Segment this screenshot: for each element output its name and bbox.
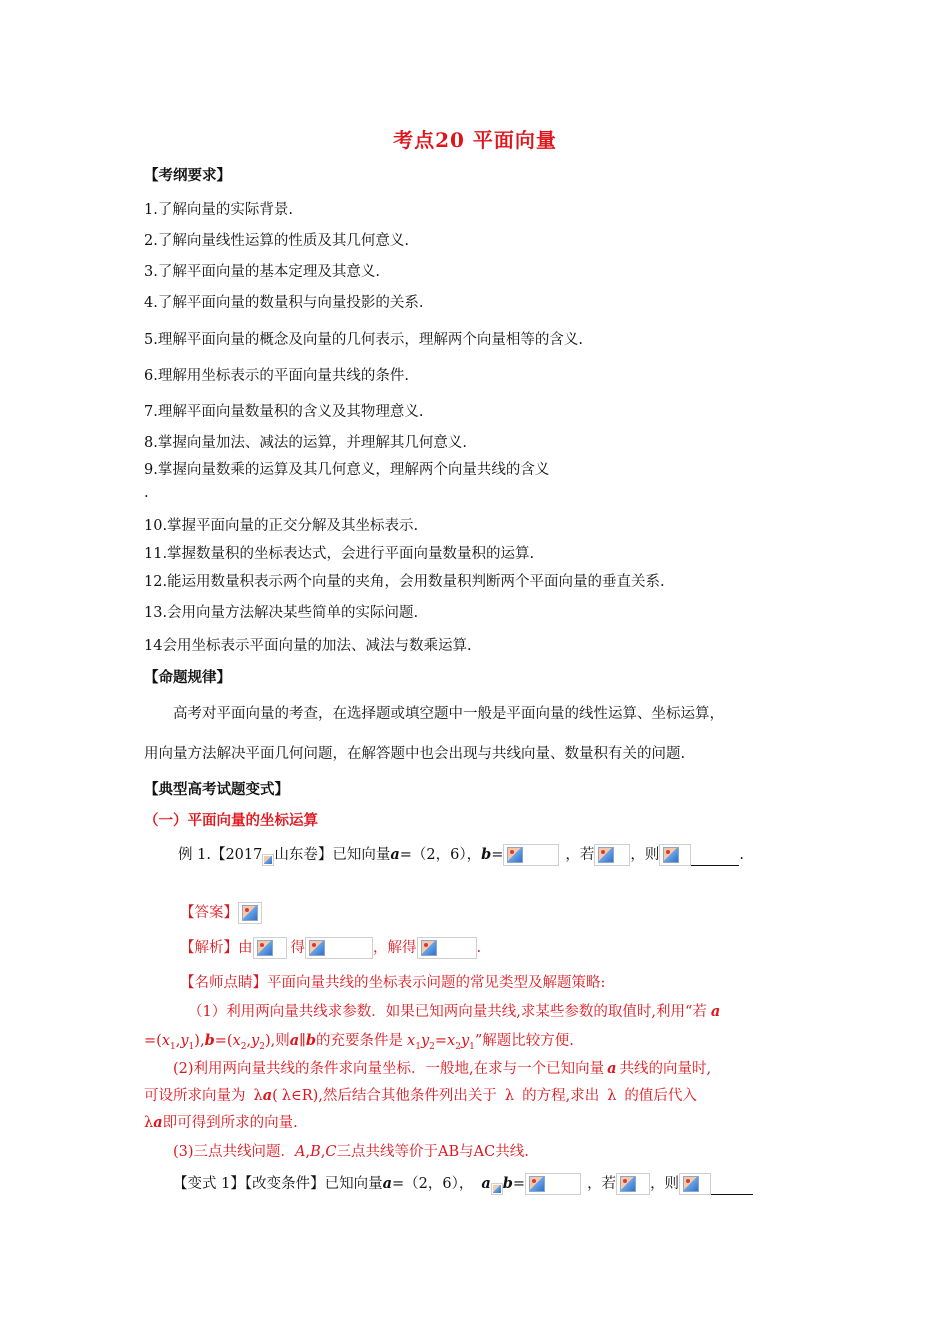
lambda: λ (607, 1088, 617, 1104)
if-text: ，若 (565, 847, 595, 863)
requirement-item: 3.了解平面向量的基本定理及其意义. (144, 264, 380, 280)
period: . (476, 940, 482, 956)
tips-text: 的充要条件是 (316, 1033, 404, 1049)
formula-image-icon (253, 937, 287, 959)
pattern-line-1: 高考对平面向量的考查，在选择题或填空题中一般是平面向量的线性运算、坐标运算， (173, 706, 724, 722)
tips-p1-line-2 (144, 1029, 574, 1052)
tips-text: 即可得到所求的向量. (162, 1115, 298, 1131)
analysis-solve: ，解得 (373, 940, 417, 956)
requirement-item: 7.理解平面向量数量积的含义及其物理意义. (144, 404, 424, 420)
example-1-source: 山东卷】已知向量 (274, 847, 391, 863)
sub-1: 1 (188, 1041, 195, 1052)
image-placeholder-icon (262, 854, 274, 866)
tips-text: 的值后代入 (624, 1088, 697, 1104)
sub-1: 1 (170, 1041, 176, 1052)
vector-b: b (502, 1175, 513, 1192)
requirement-item: 8.掌握向量加法、减法的运算，并理解其几何意义. (144, 435, 467, 451)
sub-2: 2 (455, 1041, 461, 1052)
tips-text: ( (272, 1088, 278, 1104)
vector-b: b (481, 846, 492, 863)
var-x1: x (161, 1033, 170, 1049)
requirement-item: 11.掌握数量积的坐标表达式，会进行平面向量数量积的运算. (144, 546, 535, 562)
vector-a: a (481, 1175, 491, 1192)
formula-image-icon (503, 844, 559, 866)
lambda: λ (281, 1088, 291, 1104)
point-b: B (310, 1144, 321, 1160)
comma: , (305, 1144, 311, 1160)
requirement-item: 1.了解向量的实际背景. (144, 202, 293, 218)
vector-a: a (710, 1003, 721, 1020)
then-text: ，则 (630, 847, 660, 863)
point-a: A (295, 1144, 306, 1160)
tips-p3 (173, 1140, 529, 1161)
requirement-item: 4.了解平面向量的数量积与向量投影的关系. (144, 295, 424, 311)
answer-row (180, 901, 262, 924)
tips-text: ), (194, 1033, 205, 1049)
comma: , (320, 1144, 326, 1160)
requirement-item: 10.掌握平面向量的正交分解及其坐标表示. (144, 518, 419, 534)
var-y2: y (251, 1033, 260, 1049)
tips-text: ∈R),然后结合其他条件列出关于 (290, 1088, 497, 1104)
requirement-item: 13.会用向量方法解决某些简单的实际问题. (144, 605, 419, 621)
example-1 (178, 843, 744, 866)
answer-blank (711, 1178, 753, 1195)
tips-text: ),则 (264, 1033, 290, 1049)
if-text: ，若 (587, 1176, 617, 1192)
vector-b: b (305, 1032, 317, 1049)
formula-image-icon (525, 1173, 581, 1195)
tips-text: (3)三点共线问题． (173, 1144, 296, 1160)
parallel-symbol: ∥ (299, 1033, 306, 1049)
tips-label: 【名师点睛】平面向量共线的坐标表示问题的常见类型及解题策略: (180, 975, 606, 991)
vector-a: a (607, 1060, 617, 1077)
vector-a: a (289, 1032, 300, 1049)
tips-p2-line-3 (144, 1111, 298, 1132)
var-y: y (460, 1033, 470, 1049)
analysis-row (180, 936, 481, 959)
formula-image-icon (679, 1173, 711, 1195)
formula-image-icon (616, 1173, 650, 1195)
lambda: λ (253, 1088, 263, 1104)
var-y: y (420, 1033, 430, 1049)
requirement-item: 12.能运用数量积表示两个向量的夹角，会用数量积判断两个平面向量的垂直关系. (144, 574, 665, 590)
equals: = (434, 1033, 448, 1049)
tips-text: 共线的向量时, (619, 1061, 712, 1077)
syllabus-heading: 【考纲要求】 (144, 167, 231, 184)
tips-text: 三点共线等价于AB与AC共线. (336, 1144, 529, 1160)
pattern-heading: 【命题规律】 (144, 669, 231, 686)
var-x: x (407, 1033, 416, 1049)
eq-a: =（2，6）， (399, 847, 482, 863)
tips-text: （1）利用两向量共线求参数．如果已知两向量共线,求某些参数的取值时,利用“若 (188, 1004, 707, 1020)
vector-a: a (262, 1087, 273, 1104)
formula-image-icon (238, 902, 262, 924)
formula-image-icon (305, 937, 373, 959)
tips-p2-line-2 (144, 1084, 697, 1105)
requirement-item: 14会用坐标表示平面向量的加法、减法与数乘运算. (144, 638, 472, 654)
sub-2: 2 (429, 1041, 435, 1052)
vector-a: a (382, 1175, 392, 1192)
tips-text: (2)利用两向量共线的条件求向量坐标．一般地,在求与一个已知向量 (173, 1061, 605, 1077)
analysis-label: 【解析】由 (180, 940, 253, 956)
period: . (739, 847, 745, 863)
requirement-item: 5.理解平面向量的概念及向量的几何表示，理解两个向量相等的含义. (144, 332, 583, 348)
lambda: λ (144, 1115, 154, 1131)
example-1-prefix: 例 1.【2017 (178, 847, 263, 863)
analysis-get: 得 (290, 940, 305, 956)
tips-text: =( (214, 1033, 233, 1049)
vector-b: b (204, 1032, 215, 1049)
comma: , (246, 1033, 252, 1049)
tips-text: 的方程,求出 (522, 1088, 600, 1104)
comma: , (175, 1033, 181, 1049)
tips-text: =( (144, 1033, 162, 1049)
eq-a: =（2，6）， (392, 1176, 474, 1192)
requirement-item: 9.掌握向量数乘的运算及其几何意义，理解两个向量共线的含义 (144, 462, 550, 478)
sub-1: 1 (469, 1041, 475, 1052)
sub-1: 1 (415, 1041, 421, 1052)
tips-text: ”解题比较方便. (474, 1033, 574, 1049)
formula-image-icon (594, 844, 630, 866)
subsection-heading: （一）平面向量的坐标运算 (144, 812, 318, 829)
vector-a: a (390, 846, 400, 863)
equals: = (491, 847, 504, 863)
var-x2: x (232, 1033, 241, 1049)
tips-p1-line-1 (188, 1000, 720, 1021)
requirement-item: 2.了解向量线性运算的性质及其几何意义. (144, 233, 409, 249)
sub-2: 2 (259, 1041, 265, 1052)
vector-a: a (153, 1114, 163, 1131)
equals: = (512, 1176, 526, 1192)
requirement-item: . (144, 485, 149, 501)
point-c: C (325, 1144, 337, 1160)
formula-image-icon (417, 937, 477, 959)
variant-1 (173, 1172, 753, 1195)
page-title: 考点20 平面向量 (393, 128, 557, 152)
requirement-item: 6.理解用坐标表示的平面向量共线的条件. (144, 368, 409, 384)
sub-2: 2 (240, 1041, 247, 1052)
var-x: x (447, 1033, 456, 1049)
pattern-line-2: 用向量方法解决平面几何问题，在解答题中也会出现与共线向量、数量积有关的问题. (144, 746, 686, 762)
var-y1: y (180, 1033, 189, 1049)
typical-heading: 【典型高考试题变式】 (144, 781, 289, 798)
image-placeholder-icon (491, 1183, 503, 1195)
answer-blank (691, 849, 739, 866)
tips-text: 可设所求向量为 (144, 1088, 246, 1104)
lambda: λ (504, 1088, 515, 1104)
tips-p2-line-1 (173, 1057, 711, 1078)
answer-label: 【答案】 (180, 905, 238, 921)
variant-1-prefix: 【变式 1】【改变条件】已知向量 (173, 1176, 383, 1192)
then-text: ，则 (650, 1176, 680, 1192)
formula-image-icon (659, 844, 691, 866)
